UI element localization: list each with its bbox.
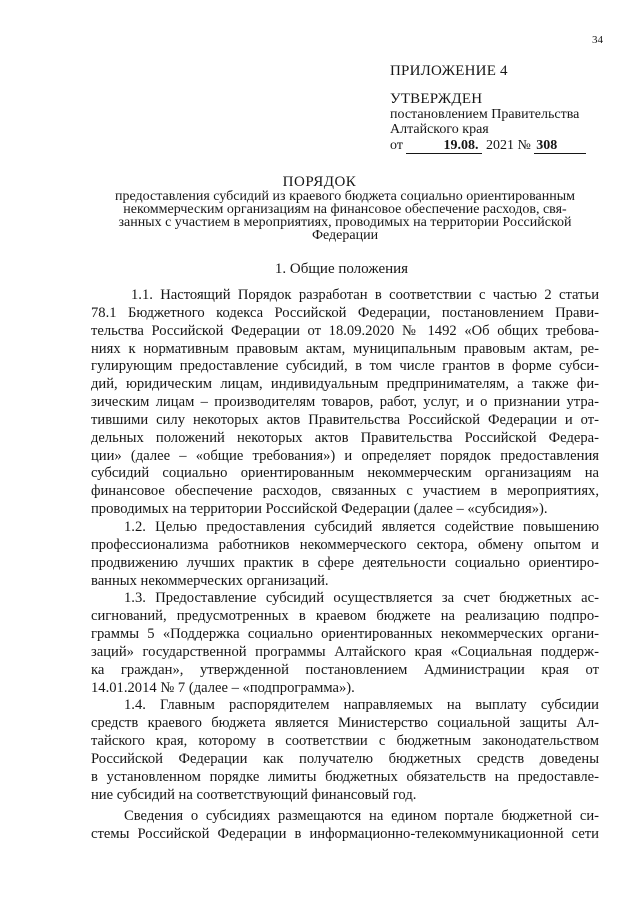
body-line: заций» государственной программы Алтайского края «Социальная поддерж- <box>91 643 599 660</box>
body-line: стемы Российской Федерации в информационно-телекоммуникационной сети <box>91 826 599 843</box>
body-line: 1.1. Настоящий Порядок разработан в соответствии с частью 2 статьи <box>131 287 599 303</box>
subtitle-line: предоставления субсидий из краевого бюджета социально ориентированным <box>115 189 575 204</box>
approval-block <box>390 92 579 137</box>
subtitle-line: некоммерческим организациям на финансовое обеспечение расходов, свя- <box>123 202 567 217</box>
body-line: продвижению лучших практик в сфере деятельности социально ориентиро- <box>91 554 599 571</box>
document-body <box>91 287 599 844</box>
body-line: граммы 5 «Поддержка социально ориентированных некоммерческих органи- <box>91 626 599 643</box>
body-line: ции» (далее – «общие требования») и определяет порядок предоставления <box>91 447 599 464</box>
body-line: субсидий социально ориентированным некоммерческим организациям на <box>91 465 599 482</box>
approval-line-2: Алтайского края <box>390 122 489 137</box>
body-line: 14.01.2014 № 7 (далее – «подпрограмма»). <box>91 679 355 696</box>
approval-number: 308 <box>534 139 586 154</box>
section-heading: 1. Общие положения <box>274 261 409 277</box>
approval-line-1: постановлением Правительства <box>390 107 580 122</box>
body-line: тельства Российской Федерации от 18.09.2020 № 1492 «Об общих требова- <box>91 322 599 339</box>
body-line: проводимых на территории Российской Федерации (далее – «субсидия»). <box>91 501 548 518</box>
body-line: ванных некоммерческих организаций. <box>91 572 329 589</box>
body-line: 78.1 Бюджетного кодекса Российской Федерации, постановлением Прави- <box>91 304 599 321</box>
body-line: ка граждан», утвержденной постановлением Администрации края от <box>91 661 599 678</box>
body-line: зическим лицам – производителям товаров, работ, услуг, и о признании утра- <box>91 394 599 411</box>
date-prefix: от <box>390 138 403 153</box>
subtitle-line: занных с участием в мероприятиях, проводимых на территории Российской <box>118 215 572 230</box>
approval-year: 2021 <box>485 138 514 153</box>
body-line: дий, юридическим лицам, индивидуальным предпринимателям, а также фи- <box>91 376 599 393</box>
subtitle-line: Федерации <box>311 228 379 243</box>
body-line: средств краевого бюджета является Министерство социальной защиты Ал- <box>91 715 599 732</box>
page-number: 34 <box>592 34 603 46</box>
body-line: финансовое обеспечение расходов, связанных с участием в мероприятиях, <box>91 483 599 500</box>
document-subtitle <box>100 190 590 242</box>
approval-date: 19.08. <box>406 139 482 154</box>
body-line: Сведения о субсидиях размещаются на едином портале бюджетной си- <box>124 808 599 825</box>
approval-date-line <box>390 138 586 154</box>
body-line: 1.3. Предоставление субсидий осуществляется за счет бюджетных ас- <box>124 590 599 607</box>
body-line: ние субсидий на соответствующий финансовый год. <box>91 786 417 803</box>
body-line: 1.4. Главным распорядителем направляемых на выплату субсидии <box>124 697 599 714</box>
body-line: гулирующим предоставление субсидий, в том числе грантов в форме субси- <box>91 358 599 375</box>
body-line: Российской Федерации как получателю бюджетных средств доведены <box>91 750 599 767</box>
number-prefix: № <box>517 138 531 153</box>
approved-title: УТВЕРЖДЕН <box>390 91 483 107</box>
body-line: профессионализма работников некоммерческого сектора, обмену опытом и <box>91 536 599 553</box>
body-line: 1.2. Целью предоставления субсидий является содействие повышению <box>124 518 599 535</box>
body-line: тайского края, которому в соответствии с бюджетным законодательством <box>91 733 599 750</box>
body-line: сигнований, предусмотренных в краевом бюджете на реализацию подпро- <box>91 608 599 625</box>
document-title: ПОРЯДОК <box>282 174 357 190</box>
appendix-label: ПРИЛОЖЕНИЕ 4 <box>390 63 508 79</box>
body-line: тившими силу некоторых актов Правительства Российской Федерации и от- <box>91 411 599 428</box>
body-line: в установленном порядке лимиты бюджетных обязательств на предоставле- <box>91 768 599 785</box>
body-line: дельных положений некоторых актов Правительства Российской Федера- <box>91 429 599 446</box>
body-line: ниях к нормативным правовым актам, муниципальным правовым актам, ре- <box>91 340 599 357</box>
